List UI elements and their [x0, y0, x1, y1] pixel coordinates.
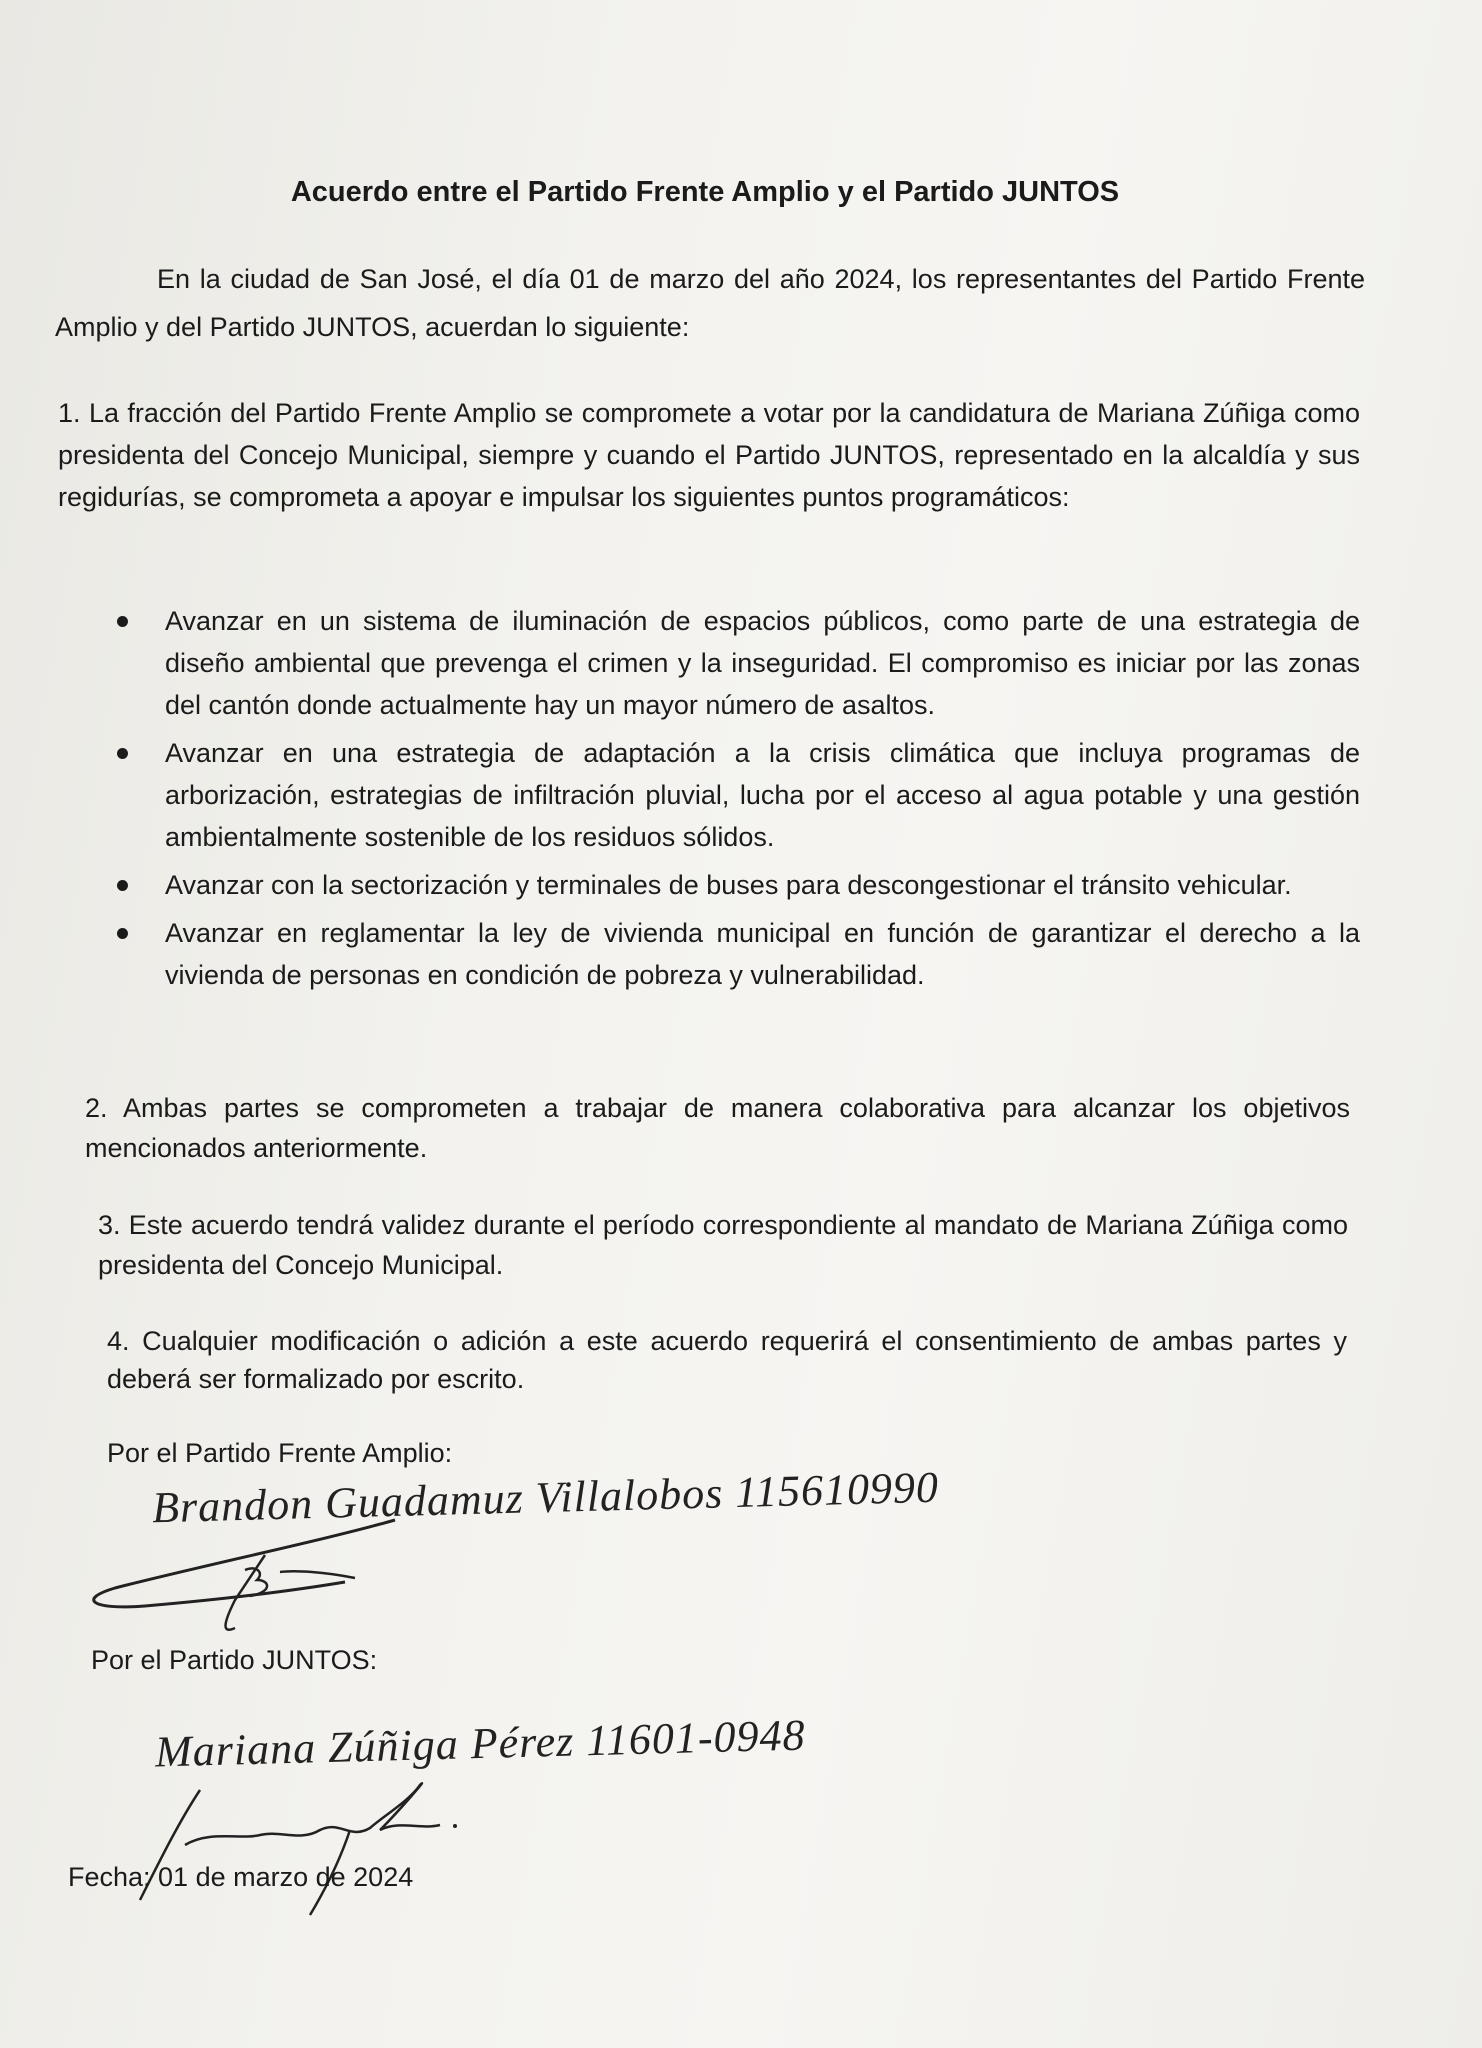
list-item: Avanzar en reglamentar la ley de vivienda municipal en función de garantizar el derecho a la vivienda de personas en condición de pobreza y vulnerabilidad. — [115, 912, 1360, 996]
list-item: Avanzar con la sectorización y terminales de buses para descongestionar el tránsito vehicular. — [115, 864, 1360, 906]
clause-4: 4. Cualquier modificación o adición a este acuerdo requerirá el consentimiento de ambas partes y deberá ser formalizado por escrito. — [107, 1326, 1347, 1394]
clause-2: 2. Ambas partes se comprometen a trabajar de manera colaborativa para alcanzar los objetivos mencionados anteriormente. — [85, 1093, 1350, 1163]
frente-amplio-handwritten-name: Brandon Guadamuz Villalobos 115610990 — [151, 1462, 940, 1533]
juntos-handwritten-name: Mariana Zúñiga Pérez 11601-0948 — [154, 1710, 807, 1777]
juntos-label: Por el Partido JUNTOS: — [91, 1645, 378, 1675]
intro-paragraph: En la ciudad de San José, el día 01 de marzo del año 2024, los representantes del Partido Frente Amplio y del Partido JUNTOS, acuerdan lo siguiente: — [55, 264, 1365, 342]
document-title: Acuerdo entre el Partido Frente Amplio y el Partido JUNTOS — [290, 176, 1120, 208]
clause-1: 1. La fracción del Partido Frente Amplio se compromete a votar por la candidatura de Mariana Zúñiga como presidenta del Concejo Municipal, siempre y cuando el Partido JUNTOS, representado en la alcaldía y sus regidurías, se comprometa a apoyar e impulsar los siguientes puntos programáticos: — [58, 398, 1360, 512]
clause-3: 3. Este acuerdo tendrá validez durante el período correspondiente al mandato de Mariana Zúñiga como presidenta del Concejo Municipal. — [98, 1210, 1348, 1280]
frente-amplio-label: Por el Partido Frente Amplio: — [107, 1438, 453, 1468]
juntos-signature — [110, 1770, 490, 1930]
programmatic-points-list — [115, 600, 1360, 996]
date-line: Fecha: 01 de marzo de 2024 — [68, 1862, 414, 1892]
frente-amplio-signature — [85, 1510, 415, 1640]
list-item: Avanzar en un sistema de iluminación de espacios públicos, como parte de una estrategia de diseño ambiental que prevenga el crimen y la inseguridad. El compromiso es iniciar por las zonas del cantón donde actualmente hay un mayor número de asaltos. — [115, 600, 1360, 726]
list-item: Avanzar en una estrategia de adaptación a la crisis climática que incluya programas de arborización, estrategias de infiltración pluvial, lucha por el acceso al agua potable y una gestión ambientalmente sostenible de los residuos sólidos. — [115, 732, 1360, 858]
